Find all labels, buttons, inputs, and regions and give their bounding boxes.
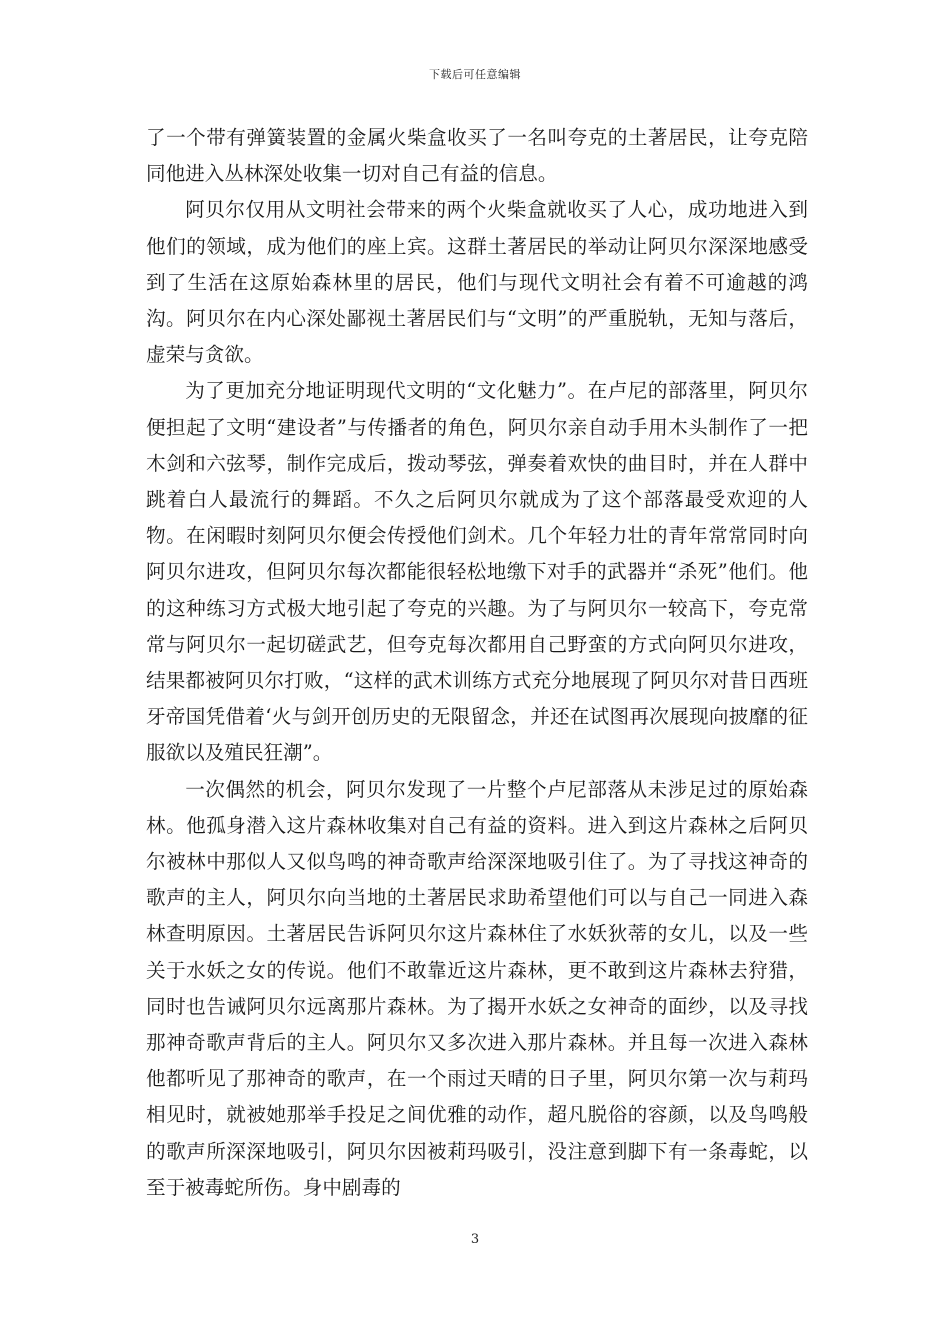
document-body [146,120,808,1206]
page-header: 下载后可任意编辑 [429,68,521,81]
paragraph-abel-matchboxes: 阿贝尔仅用从文明社会带来的两个火柴盒就收买了人心，成功地进入到他们的领域，成为他们的座上宾。这群土著居民的举动让阿贝尔深深地感受到了生活在这原始森林里的居民，他们与现代文明社会有着不可逾越的鸿沟。阿贝尔在内心深处鄙视土著居民们与“文明”的严重脱轨，无知与落后，虚荣与贪欲。 [146,198,808,367]
page-number: 3 [470,1232,480,1247]
paragraph-primeval-forest: 一次偶然的机会，阿贝尔发现了一片整个卢尼部落从未涉足过的原始森林。他孤身潜入这片森林收集对自己有益的资料。进入到这片森林之后阿贝尔被林中那似人又似鸟鸣的神奇歌声给深深地吸引住了。为了寻找这神奇的歌声的主人，阿贝尔向当地的土著居民求助希望他们可以与自己一同进入森林查明原因。土著居民告诉阿贝尔这片森林住了水妖狄蒂的女儿，以及一些关于水妖之女的传说。他们不敢靠近这片森林，更不敢到这片森林去狩猎，同时也告诫阿贝尔远离那片森林。为了揭开水妖之女神奇的面纱，以及寻找那神奇歌声背后的主人。阿贝尔又多次进入那片森林。并且每一次进入森林他都听见了那神奇的歌声，在一个雨过天晴的日子里，阿贝尔第一次与莉玛相见时，就被她那举手投足之间优雅的动作，超凡脱俗的容颜，以及鸟鸣般的歌声所深深地吸引，阿贝尔因被莉玛吸引，没注意到脚下有一条毒蛇，以至于被毒蛇所伤。身中剧毒的 [146,777,808,1199]
paragraph-cultural-charm: 为了更加充分地证明现代文明的“文化魅力”。在卢尼的部落里，阿贝尔便担起了文明“建设者”与传播者的角色，阿贝尔亲自动手用木头制作了一把木剑和六弦琴，制作完成后，拨动琴弦，弹奏着欢快的曲目时，并在人群中跳着白人最流行的舞蹈。不久之后阿贝尔就成为了这个部落最受欢迎的人物。在闲暇时刻阿贝尔便会传授他们剑术。几个年轻力壮的青年常常同时向阿贝尔进攻，但阿贝尔每次都能很轻松地缴下对手的武器并“杀死”他们。他的这种练习方式极大地引起了夸克的兴趣。为了与阿贝尔一较高下，夸克常常与阿贝尔一起切磋武艺，但夸克每次都用自己野蛮的方式向阿贝尔进攻，结果都被阿贝尔打败，“这样的武术训练方式充分地展现了阿贝尔对昔日西班牙帝国凭借着‘火与剑开创历史的无限留念，并还在试图再次展现向披靡的征服欲以及殖民狂潮”。 [146,379,808,765]
paragraph-continuation: 了一个带有弹簧装置的金属火柴盒收买了一名叫夸克的土著居民，让夸克陪同他进入丛林深处收集一切对自己有益的信息。 [146,126,808,186]
